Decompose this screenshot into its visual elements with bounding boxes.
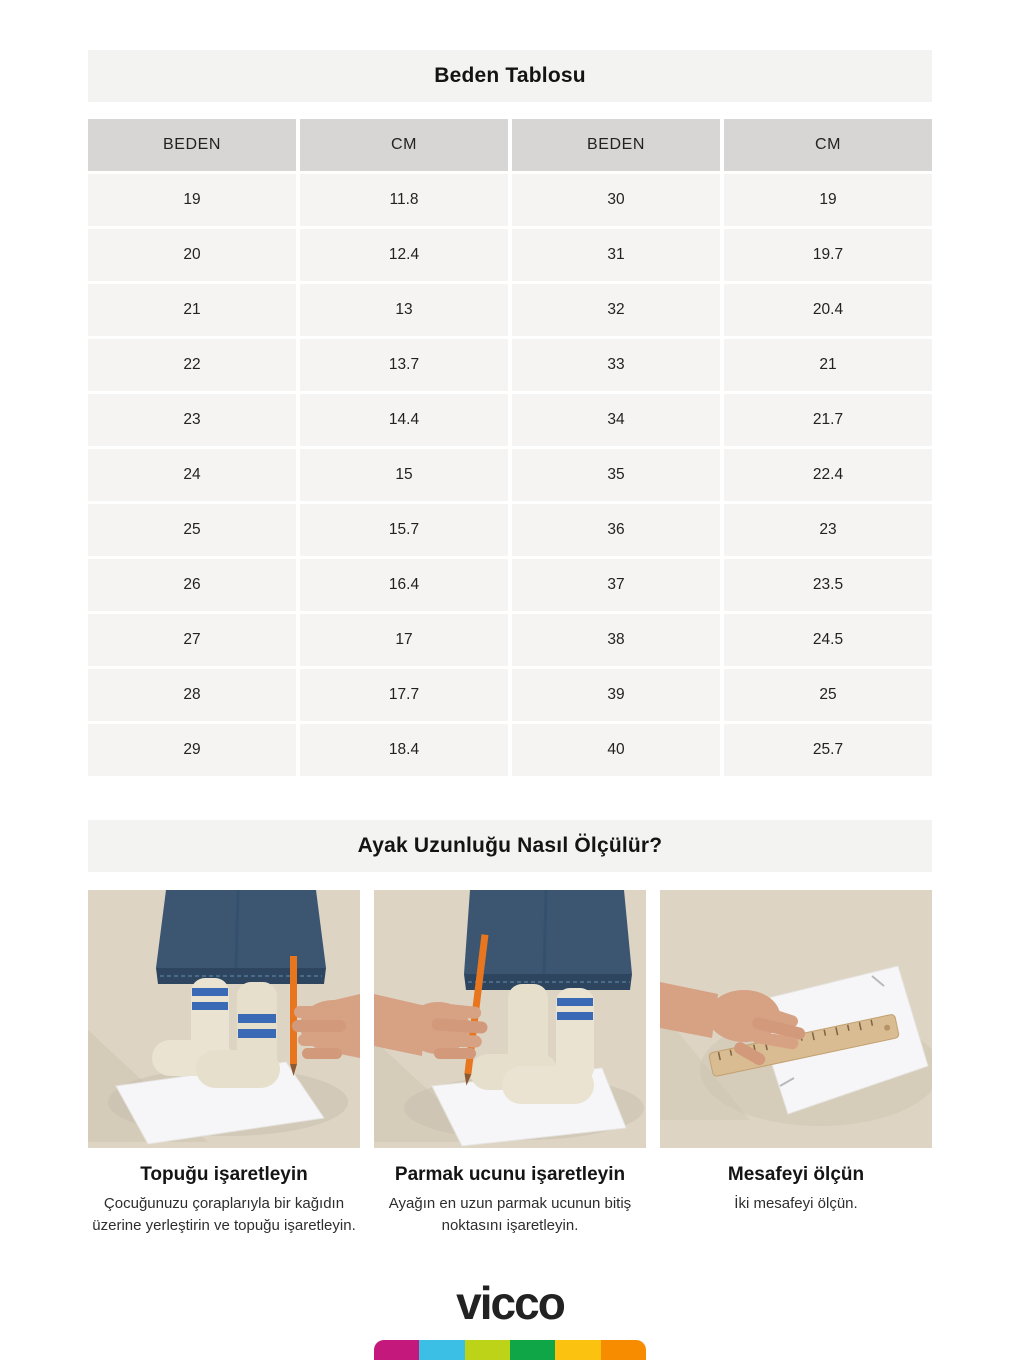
table-cell: 13.7 — [300, 339, 508, 391]
table-cell: 17.7 — [300, 669, 508, 721]
column-header-size-left: BEDEN — [88, 119, 296, 171]
table-cell: 40 — [512, 724, 720, 776]
table-cell: 35 — [512, 449, 720, 501]
table-cell: 21 — [88, 284, 296, 336]
step-heading: Topuğu işaretleyin — [140, 1164, 308, 1185]
size-table-header-bar — [88, 50, 932, 102]
step-description: Ayağın en uzun parmak ucunun bitiş noktasını işaretleyin. — [388, 1195, 632, 1234]
colorbar-segment-green — [510, 1340, 555, 1360]
table-cell: 22 — [88, 339, 296, 391]
table-cell: 38 — [512, 614, 720, 666]
step-heading: Mesafeyi ölçün — [727, 1164, 865, 1185]
brand-footer — [0, 1240, 1020, 1360]
table-cell: 13 — [300, 284, 508, 336]
column-header-size-right: BEDEN — [512, 119, 720, 171]
table-cell: 24 — [88, 449, 296, 501]
table-cell: 23.5 — [724, 559, 932, 611]
table-cell: 14.4 — [300, 394, 508, 446]
table-cell: 22.4 — [724, 449, 932, 501]
step-measure-distance — [660, 890, 932, 1237]
table-cell: 28 — [88, 669, 296, 721]
table-cell: 19 — [88, 174, 296, 226]
column-header-cm-left: CM — [300, 119, 508, 171]
table-cell: 27 — [88, 614, 296, 666]
measure-steps — [88, 890, 932, 1237]
table-cell: 37 — [512, 559, 720, 611]
mark-heel-photo — [88, 890, 360, 1148]
colorbar-segment-cyan — [419, 1340, 464, 1360]
step-heading: Parmak ucunu işaretleyin — [394, 1164, 626, 1185]
table-cell: 25 — [88, 504, 296, 556]
measure-section-title: Ayak Uzunluğu Nasıl Ölçülür? — [357, 834, 663, 857]
colorbar-segment-yellow — [555, 1340, 600, 1360]
table-cell: 20 — [88, 229, 296, 281]
table-cell: 21.7 — [724, 394, 932, 446]
colorbar-segment-orange — [601, 1340, 646, 1360]
size-table-title: Beden Tablosu — [434, 64, 586, 87]
step-description: İki mesafeyi ölçün. — [734, 1195, 858, 1212]
colorbar-segment-magenta — [374, 1340, 419, 1360]
table-cell: 24.5 — [724, 614, 932, 666]
mark-toe-photo — [374, 890, 646, 1148]
table-cell: 18.4 — [300, 724, 508, 776]
table-cell: 23 — [88, 394, 296, 446]
table-cell: 29 — [88, 724, 296, 776]
table-cell: 12.4 — [300, 229, 508, 281]
vicco-logo: vicco — [456, 1277, 564, 1329]
table-cell: 32 — [512, 284, 720, 336]
colorbar-segment-lime — [465, 1340, 510, 1360]
column-header-cm-right: CM — [724, 119, 932, 171]
table-cell: 25.7 — [724, 724, 932, 776]
table-cell: 25 — [724, 669, 932, 721]
step-mark-heel — [88, 890, 360, 1237]
table-cell: 17 — [300, 614, 508, 666]
measure-section-header-bar — [88, 820, 932, 872]
table-cell: 19.7 — [724, 229, 932, 281]
table-cell: 20.4 — [724, 284, 932, 336]
table-cell: 11.8 — [300, 174, 508, 226]
table-cell: 23 — [724, 504, 932, 556]
table-cell: 30 — [512, 174, 720, 226]
table-cell: 19 — [724, 174, 932, 226]
size-table — [88, 119, 932, 776]
table-cell: 15.7 — [300, 504, 508, 556]
jeans — [464, 890, 632, 990]
table-cell: 34 — [512, 394, 720, 446]
measure-distance-photo — [660, 890, 932, 1148]
table-cell: 31 — [512, 229, 720, 281]
table-cell: 15 — [300, 449, 508, 501]
table-cell: 36 — [512, 504, 720, 556]
vicco-rainbow-bar — [374, 1340, 646, 1360]
table-cell: 33 — [512, 339, 720, 391]
jeans — [156, 890, 326, 984]
table-cell: 21 — [724, 339, 932, 391]
step-description: Çocuğunuzu çoraplarıyla bir kağıdın üzerine yerleştirin ve topuğu işaretleyin. — [92, 1195, 356, 1234]
table-cell: 26 — [88, 559, 296, 611]
table-cell: 16.4 — [300, 559, 508, 611]
table-cell: 39 — [512, 669, 720, 721]
step-mark-toe — [374, 890, 646, 1237]
